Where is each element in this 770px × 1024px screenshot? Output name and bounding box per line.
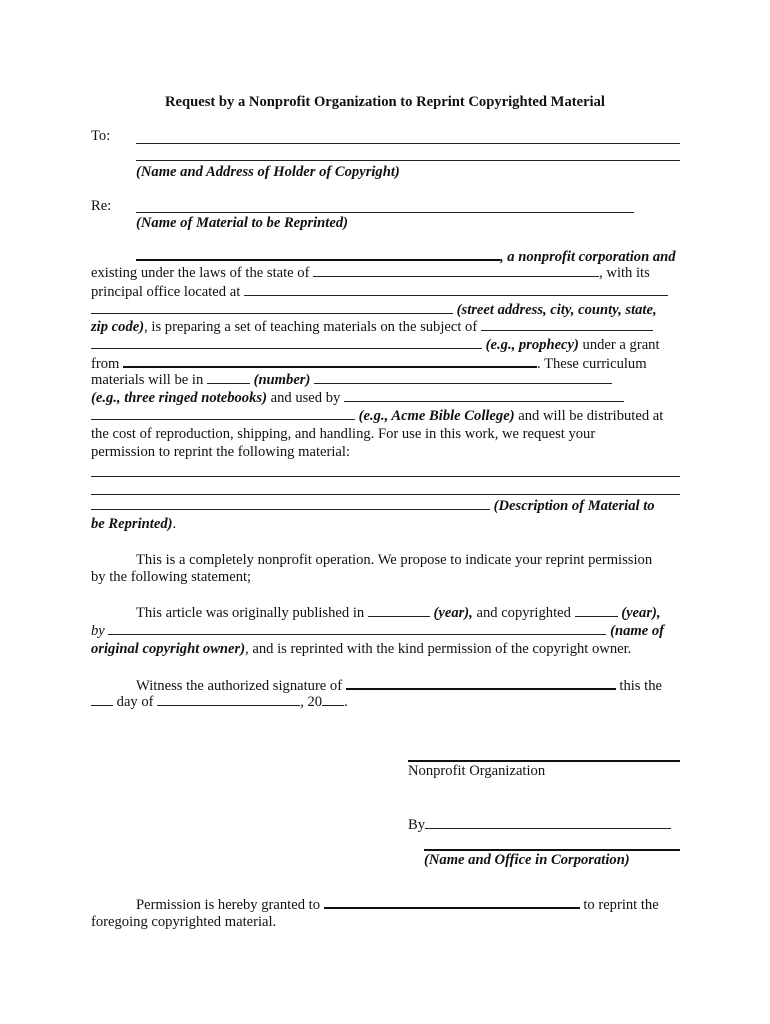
text: under a grant (582, 337, 660, 353)
organization-name-field[interactable] (136, 247, 500, 261)
text: from (91, 356, 120, 372)
day-field[interactable] (91, 693, 113, 706)
used-by-field-2[interactable] (91, 407, 355, 420)
format-field[interactable] (314, 371, 612, 384)
text: to reprint the (583, 897, 659, 913)
to-address-field[interactable] (136, 160, 680, 161)
text: and will be distributed at (518, 408, 664, 424)
text: , 20 (300, 694, 323, 710)
text: principal office located at (91, 284, 241, 300)
number-field[interactable] (207, 371, 250, 384)
owner-hint: original copyright owner) (91, 641, 246, 657)
text: This article was originally published in (136, 605, 365, 621)
re-label: Re: (91, 198, 112, 214)
text: , and is reprinted with the kind permission of the copyright owner. (245, 641, 632, 657)
copyright-owner-field[interactable] (108, 622, 606, 635)
material-description-field-3[interactable] (91, 497, 490, 510)
subject-hint: (e.g., prophecy) (485, 337, 579, 353)
text: , is preparing a set of teaching materials on the subject of (144, 319, 478, 335)
organization-label: Nonprofit Organization (408, 763, 546, 779)
by-label: By (408, 817, 426, 833)
text: Witness the authorized signature of (136, 678, 343, 694)
text: by (91, 623, 105, 639)
published-year-field[interactable] (368, 604, 430, 617)
to-name-field[interactable] (136, 143, 680, 144)
office-caption: (Name and Office in Corporation) (424, 852, 630, 868)
material-description-field-2[interactable] (91, 494, 680, 495)
text: , with its (599, 265, 650, 281)
text: Permission is hereby granted to (136, 897, 321, 913)
copyright-year-field[interactable] (575, 604, 618, 617)
by-signature-field[interactable] (425, 816, 671, 829)
subject-field-2[interactable] (91, 336, 482, 349)
text: materials will be in (91, 372, 204, 388)
authorized-signature-field[interactable] (346, 676, 616, 690)
text: this the (619, 678, 662, 694)
state-field[interactable] (313, 264, 599, 277)
text: the cost of reproduction, shipping, and handling. For use in this work, we request your (91, 426, 596, 442)
grantee-field[interactable] (324, 895, 580, 909)
year-field[interactable] (322, 693, 344, 706)
format-hint: (e.g., three ringed notebooks) (91, 390, 267, 406)
to-caption: (Name and Address of Holder of Copyright) (136, 164, 400, 180)
month-field[interactable] (157, 693, 300, 706)
text: existing under the laws of the state of (91, 265, 310, 281)
text: . These curriculum (537, 356, 647, 372)
office-address-field-2[interactable] (91, 301, 453, 314)
used-by-field[interactable] (344, 389, 624, 402)
text: foregoing copyrighted material. (91, 914, 277, 930)
number-hint: (number) (253, 372, 311, 388)
document-title: Request by a Nonprofit Organization to Reprint Copyrighted Material (165, 94, 605, 110)
text: permission to reprint the following material: (91, 444, 350, 460)
text: , a nonprofit corporation and (500, 249, 676, 265)
text: and copyrighted (476, 605, 571, 621)
material-description-field[interactable] (91, 476, 680, 477)
to-label: To: (91, 128, 111, 144)
grant-source-field[interactable] (123, 354, 537, 368)
description-hint: (Description of Material to (493, 498, 655, 514)
used-by-hint: (e.g., Acme Bible College) (358, 408, 515, 424)
year-hint: (year), (433, 605, 473, 621)
subject-field[interactable] (481, 318, 653, 331)
re-caption: (Name of Material to be Reprinted) (136, 215, 348, 231)
address-hint: (street address, city, county, state, (456, 302, 657, 318)
re-material-field[interactable] (136, 212, 634, 213)
text: . (172, 516, 177, 532)
text: . (344, 694, 348, 710)
office-address-field[interactable] (244, 283, 668, 296)
text: day of (116, 694, 154, 710)
owner-hint: (name of (610, 623, 665, 639)
text: and used by (270, 390, 341, 406)
address-hint: zip code) (91, 319, 145, 335)
text: This is a completely nonprofit operation. We propose to indicate your reprint permission (136, 552, 653, 568)
description-hint: be Reprinted) (91, 516, 173, 532)
year-hint: (year), (621, 605, 661, 621)
text: by the following statement; (91, 569, 252, 585)
